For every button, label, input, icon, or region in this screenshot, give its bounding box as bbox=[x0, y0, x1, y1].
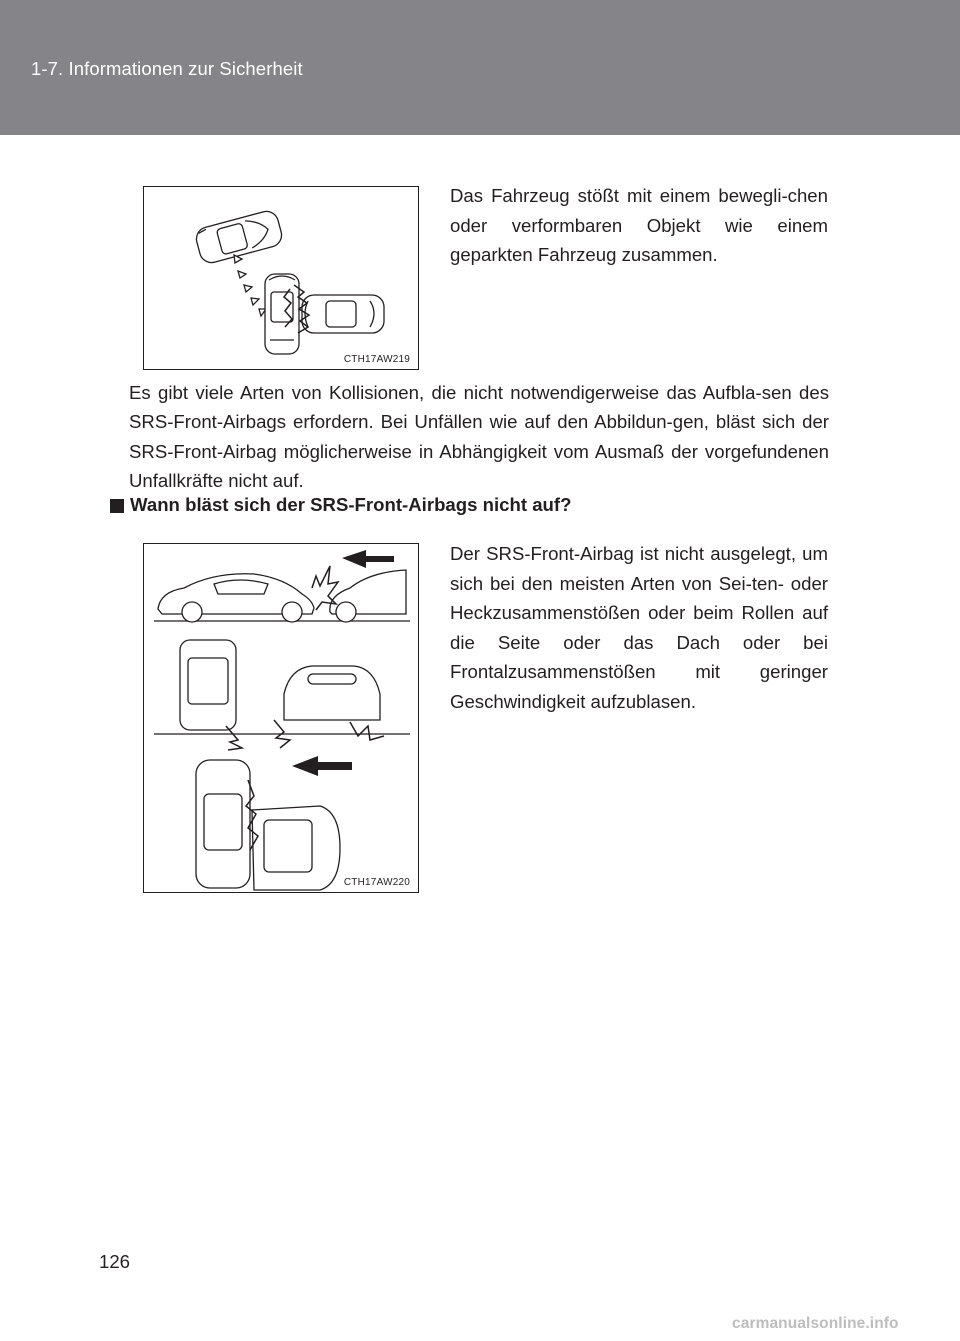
moving-car bbox=[265, 274, 299, 354]
section-heading-text: Wann bläst sich der SRS-Front-Airbags nicht auf? bbox=[130, 494, 572, 515]
page-header bbox=[0, 0, 960, 135]
figure-1-caption: Das Fahrzeug stößt mit einem bewegli-chen oder verformbaren Objekt wie einem geparkten Fahrzeug zusammen. bbox=[450, 185, 828, 265]
body-paragraph: Es gibt viele Arten von Kollisionen, die nicht notwendigerweise das Aufbla-sen des SRS-Front-Airbags erfordern. Bei Unfällen wie auf den Abbildun-gen, bläst sich der SRS-Front-Airbag möglicherweise in Abhängigkeit vom Ausmaß der vorgefundenen Unfallkräfte nicht auf. bbox=[129, 382, 829, 491]
rollover-scene bbox=[154, 640, 410, 750]
figure-2-caption: Der SRS-Front-Airbag ist nicht ausgelegt, um sich bei den meisten Arten von Sei-ten- oder Heckzusammenstößen oder beim Rollen auf die Seite oder das Dach oder bei Frontalzusammenstößen mit geringer Geschwindigkeit aufzublasen. bbox=[450, 543, 828, 712]
figure-collision-parked-car bbox=[143, 186, 419, 370]
rear-collision-scene bbox=[154, 550, 410, 622]
figure-code: CTH17AW220 bbox=[343, 877, 410, 888]
figure-non-deploy-cases bbox=[143, 543, 419, 893]
frontal-scene bbox=[196, 756, 352, 890]
watermark: carmanualsonline.info bbox=[732, 1315, 899, 1332]
collision-illustration-1 bbox=[144, 187, 419, 370]
page-number: 126 bbox=[99, 1251, 131, 1272]
section-heading bbox=[110, 494, 571, 516]
parked-car bbox=[302, 295, 384, 333]
square-bullet-icon bbox=[110, 499, 124, 513]
collision-illustration-2 bbox=[144, 544, 419, 893]
section-title: 1-7. Informationen zur Sicherheit bbox=[31, 58, 303, 79]
figure-code: CTH17AW219 bbox=[343, 354, 410, 365]
